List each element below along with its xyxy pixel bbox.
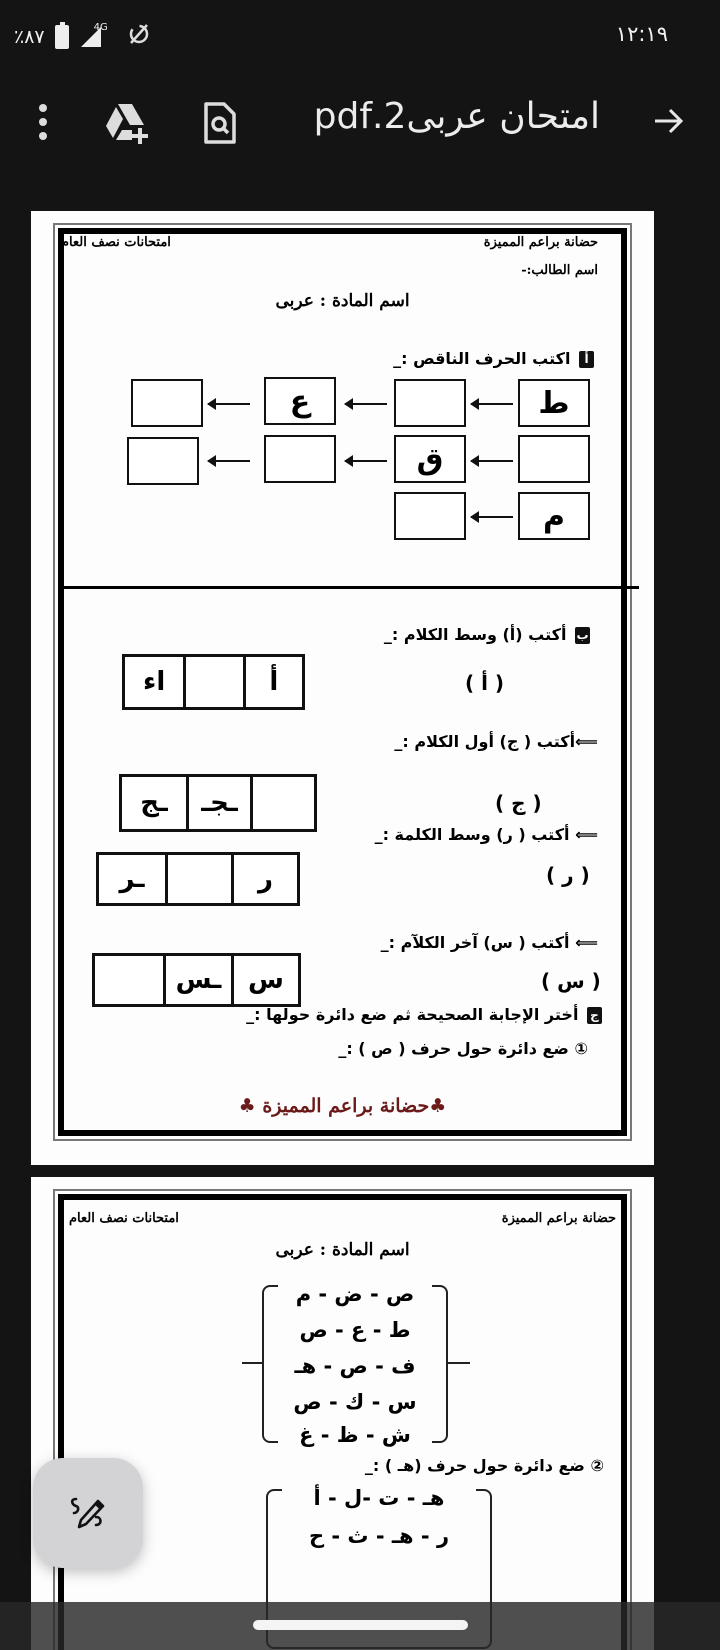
arrow-left-icon [471,460,513,462]
add-to-drive-button[interactable] [104,100,150,146]
word-cells [122,654,305,710]
exam-title: امتحانات نصف العام [61,235,171,250]
choice-line[interactable]: ر - هـ - ث - ح [308,1524,450,1548]
word-cell: س [231,956,298,1004]
draw-pen-icon [68,1493,108,1533]
arrow-left-icon [345,460,387,462]
brace-tip [242,1362,264,1364]
word-cell: ـر [119,864,145,894]
school-name: حضانة براعم المميزة [501,1211,616,1226]
letter-hint: ( س ) [541,969,601,993]
arrow-forward-icon [651,103,687,139]
signal-icon [79,21,109,49]
question-5-title: ⟸ أكتب ( س) آخر الكلآم :_ [380,933,598,952]
word-cell: اء [143,667,166,697]
question-badge: ج [587,1007,602,1024]
network-type: 4G [93,21,108,33]
letter-box-empty [394,492,466,540]
subject-title: اسم المادة : عربى [275,291,410,311]
letter-box: ق [394,435,466,483]
word-cell: ر [231,855,297,903]
word-cells [92,953,301,1007]
letter-box: م [518,492,590,540]
question-6-title [246,1005,602,1024]
question-text: اكتب الحرف الناقص :_ [393,349,571,368]
add-to-drive-icon [104,100,150,146]
battery-percent: ٪٨٧ [14,25,45,48]
word-cell [95,956,163,1004]
gesture-handle[interactable] [253,1620,468,1630]
subject-title: اسم المادة : عربى [275,1240,410,1260]
more-options-button[interactable] [30,100,56,146]
pdf-page-1 [31,211,654,1165]
question-text: أختر الإجابة الصحيحة ثم ضع دائرة حولها :_ [246,1005,579,1024]
letter-hint: ( ج ) [495,791,542,815]
word-cells [119,774,317,832]
search-in-document-button[interactable] [200,100,240,146]
sub-question-1: ① ضع دائرة حول حرف ( ص ) :_ [338,1039,588,1058]
word-cells [96,852,300,906]
status-indicators [14,22,151,51]
question-4-title: ⟸ أكتب ( ر) وسط الكلمة :_ [374,825,598,844]
letter-box-empty [127,437,199,485]
choice-line[interactable]: س - ك - ص [293,1390,417,1414]
app-bar [0,80,720,160]
choice-line[interactable]: هـ - ت -ل - أ [313,1486,445,1510]
letter-box-empty [131,379,203,427]
choice-line[interactable]: ش - ظ - غ [299,1423,411,1447]
letter-box: ع [264,377,336,425]
clock: ١٢:١٩ [615,22,668,46]
letter-hint: ( أ ) [465,671,505,695]
question-3-title: ⟸أكتب ( ج) أول الكلام :_ [394,732,598,751]
arrow-left-icon [471,403,513,405]
sub-question-2: ② ضع دائرة حول حرف (هـ ) :_ [364,1456,604,1475]
word-cell [165,855,231,903]
arrow-left-icon [471,516,513,518]
data-saver-off-icon [127,22,151,51]
status-bar [0,0,720,70]
choice-line[interactable]: ف - ص - هـ [294,1354,416,1378]
pdf-page-2 [31,1177,654,1650]
letter-box-empty [264,435,336,483]
choice-line[interactable]: ط - ع - ص [299,1318,411,1342]
question-badge: أ [579,351,594,368]
student-name-label: اسم الطالب:- [521,263,598,278]
question-2-title [384,625,590,644]
question-badge: ب [576,628,589,642]
exam-title: امتحانات نصف العام [69,1211,179,1226]
letter-box: ط [518,379,590,427]
footer-brand: ♣حضانة براعم المميزة ♣ [238,1095,447,1117]
question-text: أكتب (أ) وسط الكلام :_ [383,625,567,644]
battery-icon [55,25,69,49]
school-name: حضانة براعم المميزة [483,235,598,250]
word-cell: أ [243,657,302,707]
back-button[interactable] [646,98,692,144]
word-cell [250,777,314,829]
section-divider [64,586,639,589]
arrow-left-icon [345,403,387,405]
word-cell: ـجـ [186,777,250,829]
arrow-left-icon [208,403,250,405]
question-1-title [393,349,594,368]
arrow-left-icon [208,460,250,462]
word-cell: ـس [163,956,231,1004]
annotate-button[interactable] [33,1458,143,1568]
letter-box-empty [394,379,466,427]
brace-tip [448,1362,470,1364]
search-in-document-icon [200,100,240,146]
document-title: امتحان عربى2.pdf [313,96,600,137]
word-cell: ـج [140,788,168,818]
letter-hint: ( ر ) [546,863,590,887]
choice-line[interactable]: ص - ض - م [295,1282,415,1306]
letter-box-empty [518,435,590,483]
word-cell [183,657,242,707]
more-vert-icon [30,100,56,146]
